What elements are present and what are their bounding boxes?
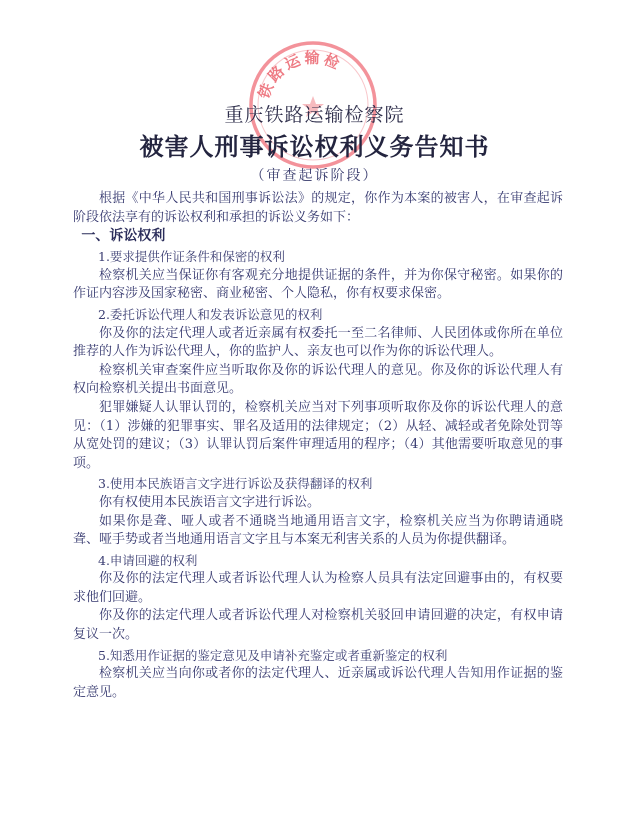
right-5-title: 5.知悉用作证据的鉴定意见及申请补充鉴定或者重新鉴定的权利 [98,647,448,663]
right-3-paragraph: 如果你是聋、哑人或者不通晓当地通用语言文字，检察机关应当为你聘请通晓聋、哑手势或者当地通用语言文字且与本案无利害关系的人员为你提供翻译。 [73,513,563,548]
right-1-title: 1.要求提供作证条件和保密的权利 [98,249,285,265]
document-title: 被害人刑事诉讼权利义务告知书 [139,132,490,161]
document-body [73,190,563,702]
right-3-paragraph: 你有权使用本民族语言文字进行诉讼。 [99,494,321,510]
seal-text: 铁路运输检 [254,48,345,102]
right-2-paragraph: 检察机关审查案件应当听取你及你的诉讼代理人的意见。你及你的诉讼代理人有权向检察机关提出书面意见。 [73,362,563,397]
right-4-paragraph: 你及你的法定代理人或者诉讼代理人对检察机关驳回申请回避的决定，有权申请复议一次。 [73,608,563,643]
right-3-title: 3.使用本民族语言文字进行诉讼及获得翻译的权利 [98,476,373,492]
right-4-title: 4.申请回避的权利 [98,552,198,568]
issuing-organization: 重庆铁路运输检察院 [224,104,405,126]
right-2-title: 2.委托诉讼代理人和发表诉讼意见的权利 [98,306,323,322]
right-2-paragraph: 犯罪嫌疑人认罪认罚的，检察机关应当对下列事项听取你及你的诉讼代理人的意见：（1）涉嫌的犯罪事实、罪名及适用的法律规定；（2）从轻、减轻或者免除处罚等从宽处罚的建议；（3）认罪认罚后案件审理适用的程序；（4）其他需要听取意见的事项。 [73,399,563,471]
right-1-paragraph: 检察机关应当保证你有客观充分地提供证据的条件，并为你保守秘密。如果你的作证内容涉及国家秘密、商业秘密、个人隐私，你有权要求保密。 [73,267,563,302]
right-4-paragraph: 你及你的法定代理人或者诉讼代理人认为检察人员具有法定回避事由的，有权要求他们回避。 [73,571,563,605]
intro-paragraph: 根据《中华人民共和国刑事诉讼法》的规定，你作为本案的被害人，在审查起诉阶段依法享有的诉讼权利和承担的诉讼义务如下： [73,191,563,225]
right-2-paragraph: 你及你的法定代理人或者近亲属有权委托一至二名律师、人民团体或你所在单位推荐的人作为诉讼代理人，你的监护人、亲友也可以作为你的诉讼代理人。 [73,325,563,360]
right-5-paragraph: 检察机关应当向你或者你的法定代理人、近亲属或诉讼代理人告知用作证据的鉴定意见。 [73,666,563,700]
section-heading-rights: 一、诉讼权利 [81,228,166,245]
document-subtitle: （审查起诉阶段） [250,168,379,184]
